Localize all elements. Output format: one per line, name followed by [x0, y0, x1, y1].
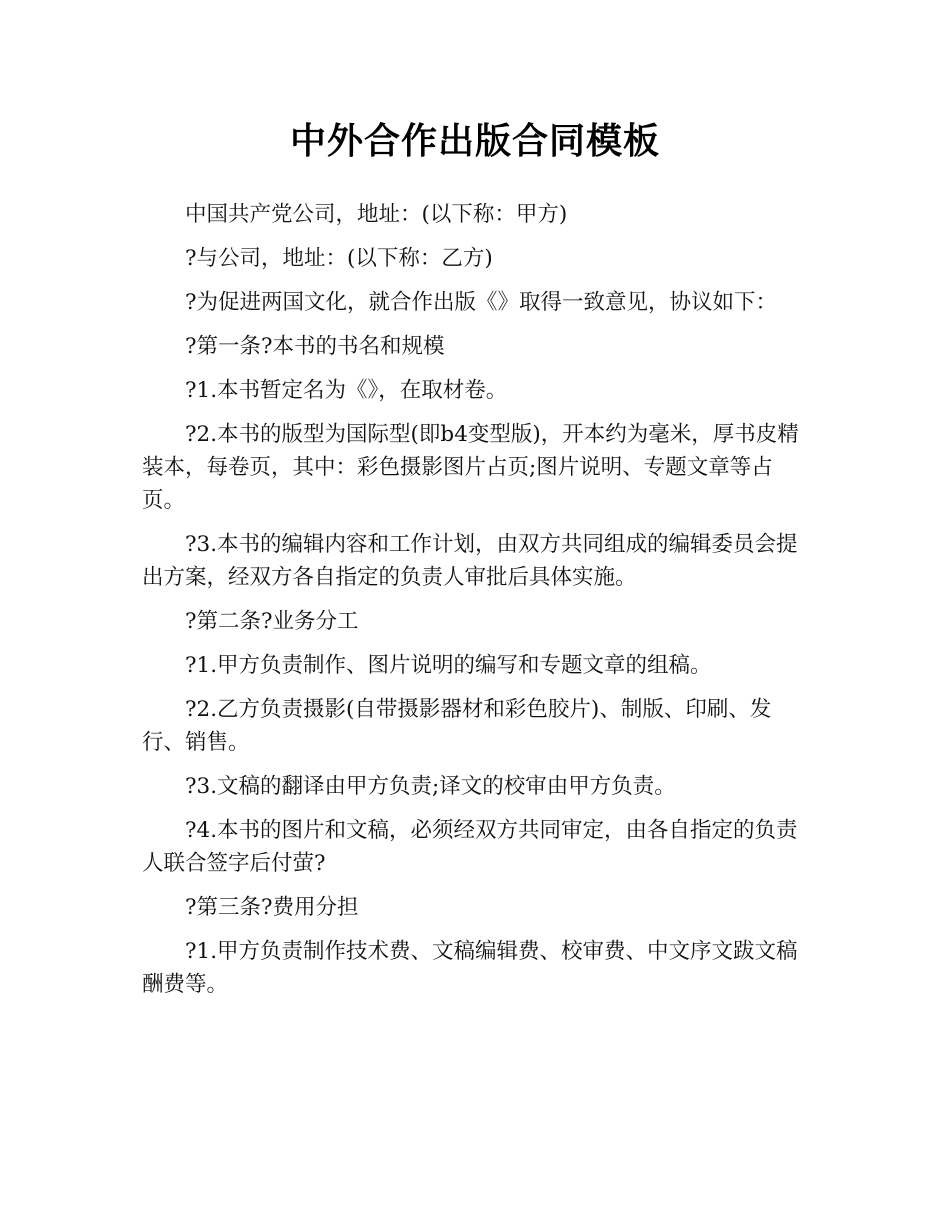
article-3-heading: ?第三条?费用分担: [185, 895, 359, 920]
paragraph-party-b: ?与公司，地址：(以下称：乙方): [185, 246, 493, 271]
article-1-clause-1: ?1.本书暂定名为《》，在取材卷。: [185, 378, 508, 403]
article-2-clause-3: ?3.文稿的翻译由甲方负责;译文的校审由甲方负责。: [185, 774, 676, 799]
document-body: [142, 198, 814, 1012]
paragraph-party-a: 中国共产党公司，地址：(以下称：甲方): [185, 202, 568, 227]
article-2-clause-4: ?4.本书的图片和文稿，必须经双方共同审定，由各自指定的负责人联合签字后付萤?: [142, 818, 798, 876]
document-title: 中外合作出版合同模板: [289, 121, 660, 162]
article-3-clause-1: ?1.甲方负责制作技术费、文稿编辑费、校审费、中文序文跋文稿酬费等。: [142, 939, 798, 997]
article-2-clause-1: ?1.甲方负责制作、图片说明的编写和专题文章的组稿。: [185, 653, 712, 678]
article-1-clause-2: ?2.本书的版型为国际型(即b4变型版)，开本约为毫米，厚书皮精装本，每卷页，其中：彩色摄影图片占页;图片说明、专题文章等占页。: [142, 422, 799, 513]
article-1-clause-3: ?3.本书的编辑内容和工作计划，由双方共同组成的编辑委员会提出方案，经双方各自指定的负责人审批后具体实施。: [142, 532, 798, 590]
article-1-heading: ?第一条?本书的书名和规模: [185, 334, 445, 359]
article-2-heading: ?第二条?业务分工: [185, 609, 359, 634]
paragraph-preamble: ?为促进两国文化，就合作出版《》取得一致意见，协议如下：: [185, 290, 778, 315]
article-2-clause-2: ?2.乙方负责摄影(自带摄影器材和彩色胶片)、制版、印刷、发行、销售。: [142, 697, 772, 755]
